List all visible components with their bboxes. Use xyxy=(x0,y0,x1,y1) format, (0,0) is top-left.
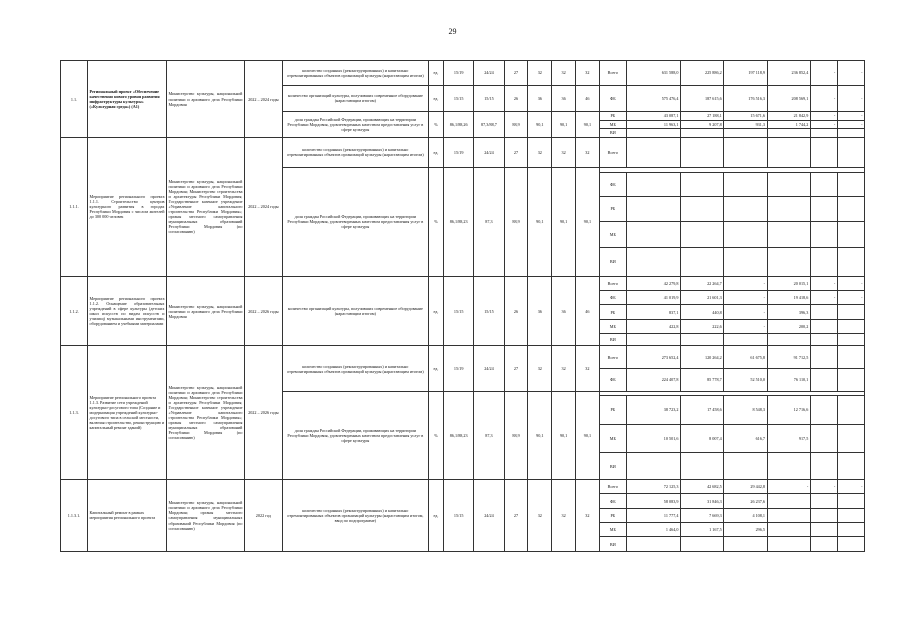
funding-source: ВИ xyxy=(599,128,626,137)
indicator-value: 87,3 xyxy=(474,391,504,479)
funding-source: МБ xyxy=(599,120,626,128)
table-row xyxy=(61,138,865,168)
funding-value: 616,7 xyxy=(724,424,767,453)
funding-value xyxy=(680,247,723,276)
funding-value xyxy=(724,172,767,196)
indicator-value: 88,9 xyxy=(504,112,528,138)
funding-value: - xyxy=(837,291,864,305)
funding-value xyxy=(837,424,864,453)
funding-value: 72 125,3 xyxy=(626,479,680,493)
funding-value xyxy=(767,453,810,480)
funding-value: 8 007,4 xyxy=(680,424,723,453)
indicator-name: количество созданных (реконструированных) и капитально отремонтированных объектов организаций культуры (нарастающим итогом, ввод по подпрограмме) xyxy=(282,479,428,551)
funding-value: 58 083,9 xyxy=(626,494,680,508)
funding-value: 575 476,4 xyxy=(626,85,680,112)
funding-value: 197 118,9 xyxy=(724,61,767,86)
funding-value xyxy=(810,138,837,168)
indicator-value: 90,1 xyxy=(576,167,600,276)
funding-source: РБ xyxy=(599,196,626,222)
funding-value xyxy=(810,128,837,137)
funding-value xyxy=(837,369,864,392)
indicator-value: 36 xyxy=(528,85,552,112)
indicator-name: доля граждан Российской Федерации, проживающих на территории Республики Мордовия, удовлетворенных качеством предоставления услуг в сфере культуры xyxy=(282,391,428,479)
funding-value: 11 777,4 xyxy=(626,508,680,522)
indicator-value: 15/15 xyxy=(474,85,504,112)
row-number: 1.1.2. xyxy=(61,276,88,346)
indicator-value: 32 xyxy=(576,479,600,551)
indicator-value: 90,1 xyxy=(528,112,552,138)
funding-value: - xyxy=(837,479,864,493)
funding-value: 42 279,8 xyxy=(626,276,680,290)
indicator-value: 90,1 xyxy=(552,167,576,276)
indicator-value: 32 xyxy=(576,138,600,168)
funding-value xyxy=(626,222,680,248)
row-executor: Министерство культуры, национальной политики и архивного дела Республики Мордовия; органы местного самоуправления муниципальных образований Республики Мордовия (по согласованию) xyxy=(167,479,245,551)
funding-source: ВИ xyxy=(599,453,626,480)
indicator-value: 27 xyxy=(504,346,528,391)
funding-value xyxy=(837,247,864,276)
indicator-value: 32 xyxy=(528,61,552,86)
funding-value xyxy=(724,334,767,346)
row-executor: Министерство культуры, национальной политики и архивного дела Республики Мордовия; Министерство строительства и архитектуры Республики Мордовия; Государственное казенное учреждение «Управление капитального строительства Республики Мордовия»; органы местного самоуправления муниципальных образований Республики Мордовия (по согласованию) xyxy=(167,138,245,277)
funding-value: - xyxy=(810,112,837,120)
indicator-unit: ед. xyxy=(428,276,443,346)
row-number: 1.1.3.1. xyxy=(61,479,88,551)
indicator-value: 88,9 xyxy=(504,167,528,276)
indicator-value: 27 xyxy=(504,61,528,86)
funding-source: РБ xyxy=(599,112,626,120)
funding-value xyxy=(767,537,810,552)
funding-value xyxy=(767,494,810,508)
funding-value: 52 510,0 xyxy=(724,369,767,392)
row-number: 1.1.1. xyxy=(61,138,88,277)
funding-value xyxy=(810,523,837,537)
indicator-value: 90,1 xyxy=(576,391,600,479)
row-executor: Министерство культуры, национальной политики и архивного дела Республики Мордовия xyxy=(167,61,245,138)
indicator-name: доля граждан Российской Федерации, проживающих на территории Республики Мордовия, удовлетворенных качеством предоставления услуг в сфере культуры xyxy=(282,167,428,276)
funding-value xyxy=(837,138,864,168)
indicator-value: 88,9 xyxy=(504,391,528,479)
indicator-base: 15/19 xyxy=(444,346,474,391)
funding-value: 1 167,5 xyxy=(680,523,723,537)
funding-value xyxy=(837,453,864,480)
indicator-base: 15/19 xyxy=(444,138,474,168)
indicator-value: 27 xyxy=(504,479,528,551)
funding-value xyxy=(810,369,837,392)
table-row xyxy=(61,276,865,290)
funding-source: Всего xyxy=(599,346,626,369)
indicator-value: 36 xyxy=(552,276,576,346)
funding-value xyxy=(626,453,680,480)
indicator-unit: % xyxy=(428,167,443,276)
funding-source: Всего xyxy=(599,138,626,168)
indicator-value: 26 xyxy=(504,276,528,346)
funding-value xyxy=(810,222,837,248)
funding-value xyxy=(767,196,810,222)
funding-value: 31 846,3 xyxy=(680,494,723,508)
funding-value: 200,2 xyxy=(767,319,810,333)
funding-value: 187 615,6 xyxy=(680,85,723,112)
funding-value xyxy=(810,305,837,319)
funding-value xyxy=(767,138,810,168)
funding-value: - xyxy=(810,276,837,290)
indicator-value: 90,1 xyxy=(552,391,576,479)
funding-value: - xyxy=(837,85,864,112)
funding-value xyxy=(810,395,837,424)
table-row xyxy=(61,61,865,86)
funding-value xyxy=(837,128,864,137)
funding-value: 296,5 xyxy=(724,523,767,537)
funding-source: МБ xyxy=(599,319,626,333)
indicator-value: 36 xyxy=(528,276,552,346)
funding-source: ФБ xyxy=(599,494,626,508)
funding-value: 396,3 xyxy=(767,305,810,319)
funding-value xyxy=(626,128,680,137)
funding-value xyxy=(626,537,680,552)
funding-value xyxy=(810,346,837,369)
indicator-value: 90,1 xyxy=(528,391,552,479)
funding-value xyxy=(626,247,680,276)
indicator-value: 36 xyxy=(552,85,576,112)
row-period: 2022 – 2024 годы xyxy=(244,61,282,138)
funding-value: - xyxy=(810,120,837,128)
funding-value xyxy=(724,196,767,222)
funding-value xyxy=(837,537,864,552)
funding-value: 21 601,3 xyxy=(680,291,723,305)
funding-value: - xyxy=(724,319,767,333)
funding-value xyxy=(767,523,810,537)
indicator-name: количество созданных (реконструированных) и капитально отремонтированных объектов организаций культуры (нарастающим итогом) xyxy=(282,346,428,391)
funding-value xyxy=(680,453,723,480)
funding-value: 236 852,4 xyxy=(767,61,810,86)
row-period: 2022 год xyxy=(244,479,282,551)
page-number: 29 xyxy=(448,27,457,36)
row-number: 1.1.3. xyxy=(61,346,88,479)
funding-value: 19 418,6 xyxy=(767,291,810,305)
indicator-value: 46 xyxy=(576,276,600,346)
funding-source: РБ xyxy=(599,508,626,522)
funding-value: 91 712,5 xyxy=(767,346,810,369)
funding-value: 85 778,7 xyxy=(680,369,723,392)
indicator-value: 32 xyxy=(576,346,600,391)
funding-value xyxy=(767,128,810,137)
indicator-value: 24/24 xyxy=(474,479,504,551)
funding-source: ВИ xyxy=(599,537,626,552)
funding-source: МБ xyxy=(599,222,626,248)
indicator-value: 87,3 xyxy=(474,167,504,276)
row-period: 2022 – 2024 годы xyxy=(244,138,282,277)
funding-value: - xyxy=(810,61,837,86)
funding-value xyxy=(626,334,680,346)
funding-value xyxy=(680,128,723,137)
indicator-base: 86,1/88,23 xyxy=(444,167,474,276)
indicator-base: 15/15 xyxy=(444,276,474,346)
indicator-name: количество организаций культуры, получивших современное оборудование (нарастающим итогом) xyxy=(282,276,428,346)
indicator-value: 26 xyxy=(504,85,528,112)
funding-value xyxy=(810,172,837,196)
funding-value xyxy=(767,508,810,522)
funding-value xyxy=(724,453,767,480)
funding-value: 7 669,3 xyxy=(680,508,723,522)
funding-value xyxy=(680,222,723,248)
funding-value xyxy=(810,537,837,552)
indicator-value: 15/15 xyxy=(474,276,504,346)
funding-value: - xyxy=(724,305,767,319)
indicator-unit: ед. xyxy=(428,138,443,168)
indicator-value: 87,3/88,7 xyxy=(474,112,504,138)
funding-value: 27 188,1 xyxy=(680,112,723,120)
funding-value xyxy=(837,346,864,369)
funding-source: РБ xyxy=(599,305,626,319)
funding-value xyxy=(680,334,723,346)
row-name: Мероприятие регионального проекта 1.1.2. Оснащение образовательных учреждений в сфере культуры (детских школ искусств по видам искусств и училищ) музыкальными инструментами, оборудованием и учебными материалами xyxy=(88,276,167,346)
funding-value xyxy=(837,508,864,522)
funding-value xyxy=(810,453,837,480)
row-executor: Министерство культуры, национальной политики и архивного дела Республики Мордовия; Министерство строительства и архитектуры Республики Мордовия; Государственное казенное учреждение «Управление капитального строительства Республики Мордовия»; органы местного самоуправления муниципальных образований Республики Мордовия (по согласованию) xyxy=(167,346,245,479)
funding-value xyxy=(837,494,864,508)
indicator-name: количество организаций культуры, получивших современное оборудование (нарастающим итогом) xyxy=(282,85,428,112)
funding-value: - xyxy=(724,291,767,305)
indicator-value: 32 xyxy=(552,346,576,391)
funding-source: ФБ xyxy=(599,85,626,112)
indicator-value: 24/24 xyxy=(474,346,504,391)
funding-value xyxy=(767,247,810,276)
funding-value xyxy=(810,247,837,276)
indicator-value: 27 xyxy=(504,138,528,168)
funding-value: 76 110,1 xyxy=(767,369,810,392)
funding-value: - xyxy=(810,291,837,305)
indicator-value: 24/24 xyxy=(474,138,504,168)
row-period: 2022 – 2026 годы xyxy=(244,276,282,346)
indicator-value: 32 xyxy=(576,61,600,86)
indicator-base: 15/15 xyxy=(444,479,474,551)
row-name: Мероприятие регионального проекта 1.1.1. Строительство центров культурного развития в городах Республики Мордовия с числом жителей до 300 000 человек xyxy=(88,138,167,277)
funding-value: 273 652,4 xyxy=(626,346,680,369)
funding-source: Всего xyxy=(599,276,626,290)
funding-value: 224 407,8 xyxy=(626,369,680,392)
funding-value: 225 886,2 xyxy=(680,61,723,86)
funding-value xyxy=(810,319,837,333)
funding-value: - xyxy=(837,112,864,120)
indicator-value: 24/24 xyxy=(474,61,504,86)
funding-value xyxy=(724,222,767,248)
funding-source: Всего xyxy=(599,479,626,493)
funding-source: ФБ xyxy=(599,369,626,392)
indicator-value: 90,1 xyxy=(528,167,552,276)
funding-value: 61 675,8 xyxy=(724,346,767,369)
indicator-base: 86,1/88,23 xyxy=(444,391,474,479)
indicator-unit: ед. xyxy=(428,346,443,391)
funding-source: ФБ xyxy=(599,172,626,196)
indicator-unit: % xyxy=(428,391,443,479)
funding-value: 43 087,1 xyxy=(626,112,680,120)
indicator-value: 32 xyxy=(528,138,552,168)
funding-value xyxy=(680,196,723,222)
funding-value xyxy=(810,424,837,453)
funding-value xyxy=(810,334,837,346)
funding-value: 1 464,0 xyxy=(626,523,680,537)
funding-source: МБ xyxy=(599,523,626,537)
indicator-value: 32 xyxy=(528,346,552,391)
funding-value xyxy=(767,222,810,248)
indicator-value: 90,1 xyxy=(576,112,600,138)
funding-value: - xyxy=(724,276,767,290)
indicator-base: 15/19 xyxy=(444,61,474,86)
funding-value: - xyxy=(810,479,837,493)
funding-value xyxy=(724,128,767,137)
row-executor: Министерство культуры, национальной политики и архивного дела Республики Мордовия xyxy=(167,276,245,346)
indicator-value: 46 xyxy=(576,85,600,112)
funding-value: 10 501,6 xyxy=(626,424,680,453)
funding-value: 12 716,6 xyxy=(767,395,810,424)
funding-value xyxy=(724,247,767,276)
funding-value xyxy=(837,172,864,196)
indicator-name: доля граждан Российской Федерации, проживающих на территории Республики Мордовия, удовлетворенных качеством предоставления услуг в сфере культуры xyxy=(282,112,428,138)
table-row xyxy=(61,346,865,369)
funding-value: 4 108,1 xyxy=(724,508,767,522)
table-row xyxy=(61,479,865,493)
row-number: 1.1. xyxy=(61,61,88,138)
funding-value: 917,5 xyxy=(767,424,810,453)
funding-value: 222,6 xyxy=(680,319,723,333)
funding-value: - xyxy=(767,479,810,493)
funding-value xyxy=(837,305,864,319)
indicator-unit: ед. xyxy=(428,479,443,551)
funding-value xyxy=(626,138,680,168)
funding-source: РБ xyxy=(599,395,626,424)
funding-value: 440,8 xyxy=(680,305,723,319)
row-period: 2022 – 2026 годы xyxy=(244,346,282,479)
funding-value xyxy=(837,196,864,222)
funding-value: 17 458,6 xyxy=(680,395,723,424)
funding-value: - xyxy=(837,61,864,86)
funding-value: - xyxy=(810,85,837,112)
indicator-base: 86,1/88,26 xyxy=(444,112,474,138)
funding-value xyxy=(680,537,723,552)
funding-source: ВИ xyxy=(599,334,626,346)
indicator-value: 32 xyxy=(552,479,576,551)
indicator-value: 32 xyxy=(552,138,576,168)
funding-value: 9 207,8 xyxy=(680,120,723,128)
row-name: Региональный проект «Обеспечение качественно нового уровня развития инфраструктуры культуры» («Культурная среда») (А1) xyxy=(88,61,167,138)
funding-value: 26 237,6 xyxy=(724,494,767,508)
funding-value xyxy=(767,172,810,196)
funding-value xyxy=(837,319,864,333)
funding-value: 20 015,1 xyxy=(767,276,810,290)
funding-value: 11 963,1 xyxy=(626,120,680,128)
funding-value xyxy=(810,196,837,222)
funding-value: - xyxy=(837,276,864,290)
indicator-name: количество созданных (реконструированных) и капитально отремонтированных объектов организаций культуры (нарастающим итогом) xyxy=(282,61,428,86)
funding-source: МБ xyxy=(599,424,626,453)
indicator-value: 90,1 xyxy=(552,112,576,138)
funding-source: ВИ xyxy=(599,247,626,276)
funding-value xyxy=(767,334,810,346)
funding-value: 931,3 xyxy=(724,120,767,128)
funding-value xyxy=(837,523,864,537)
funding-value: 1 744,2 xyxy=(767,120,810,128)
funding-value xyxy=(626,172,680,196)
funding-value: 21 842,9 xyxy=(767,112,810,120)
funding-value xyxy=(680,138,723,168)
funding-value: 8 548,3 xyxy=(724,395,767,424)
funding-value: 120 264,2 xyxy=(680,346,723,369)
indicator-name: количество созданных (реконструированных) и капитально отремонтированных объектов организаций культуры (нарастающим итогом) xyxy=(282,138,428,168)
funding-value xyxy=(837,222,864,248)
funding-value: 208 569,1 xyxy=(767,85,810,112)
funding-source: ФБ xyxy=(599,291,626,305)
indicator-unit: % xyxy=(428,112,443,138)
indicator-unit: ед. xyxy=(428,61,443,86)
funding-value xyxy=(724,537,767,552)
funding-value: 41 019,9 xyxy=(626,291,680,305)
funding-value xyxy=(724,138,767,168)
row-name: Капитальный ремонт в рамках мероприятия регионального проекта xyxy=(88,479,167,551)
funding-value xyxy=(680,172,723,196)
funding-source: Всего xyxy=(599,61,626,86)
funding-value: 22 264,7 xyxy=(680,276,723,290)
funding-value xyxy=(837,334,864,346)
funding-value: 38 723,2 xyxy=(626,395,680,424)
funding-value xyxy=(810,508,837,522)
funding-value: 176 516,3 xyxy=(724,85,767,112)
row-name: Мероприятие регионального проекта 1.1.3. Развитие сети учреждений культурно-досугового типа (Создание и модернизация учреждений культурно-досугового типа в сельской местности, включая строительство, реконструкцию и капитальный ремонт зданий) xyxy=(88,346,167,479)
indicator-unit: ед. xyxy=(428,85,443,112)
indicator-base: 15/15 xyxy=(444,85,474,112)
funding-value: 29 442,8 xyxy=(724,479,767,493)
funding-value xyxy=(626,196,680,222)
funding-value xyxy=(837,395,864,424)
funding-value: - xyxy=(837,120,864,128)
funding-value: 422,8 xyxy=(626,319,680,333)
indicator-value: 32 xyxy=(552,61,576,86)
funding-value: 837,1 xyxy=(626,305,680,319)
funding-value: 15 671,6 xyxy=(724,112,767,120)
funding-value xyxy=(810,494,837,508)
funding-value: 631 588,0 xyxy=(626,61,680,86)
program-table xyxy=(60,60,865,552)
funding-value: 42 682,5 xyxy=(680,479,723,493)
indicator-value: 32 xyxy=(528,479,552,551)
